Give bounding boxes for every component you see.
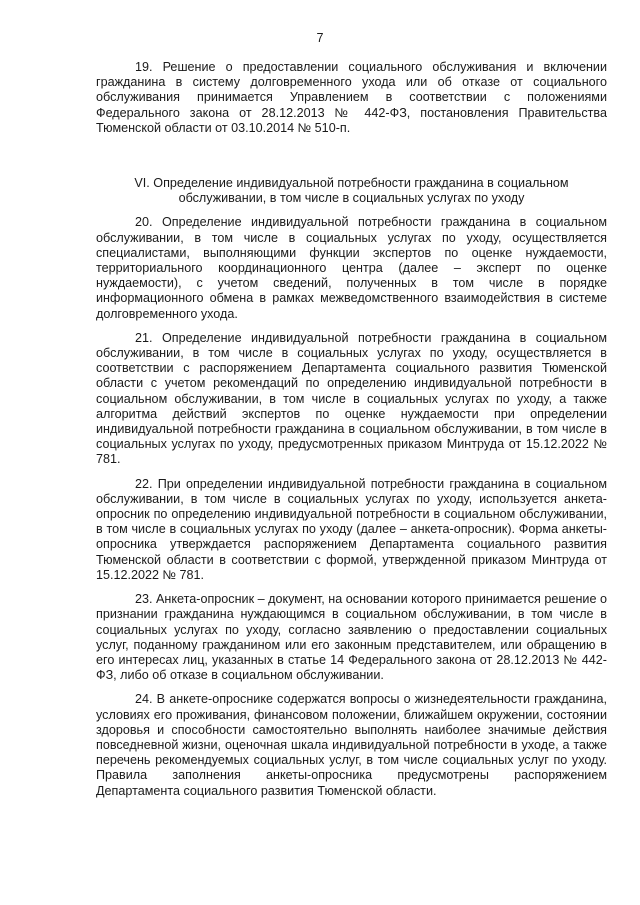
section-heading-line-1: VI. Определение индивидуальной потребности гражданина в социальном — [134, 176, 569, 191]
paragraph-20: 20. Определение индивидуальной потребности гражданина в социальном обслуживании, в том числе в социальных услугах по уходу, осуществляется специалистами, выполняющими функции экспертов по оценке нуждаемости, территориального координационного центра (далее – эксперт по оценке нуждаемости), с учетом сведений, полученных в том числе в порядке информационного обмена в рамках межведомственного взаимодействия в системе долговременного ухода. — [96, 215, 607, 321]
paragraph-23: 23. Анкета-опросник – документ, на основании которого принимается решение о признании гражданина нуждающимся в социальном обслуживании, в том числе в социальных услугах по уходу, согласно заявлению о предоставлении социальных услуг, поданному гражданином или его законным представителем, или обращению в его интересах лиц, указанных в статье 14 Федерального закона от 28.12.2013 № 442-ФЗ, либо об отказе в социальном обслуживании. — [96, 592, 607, 683]
section-heading — [96, 176, 607, 206]
page-number: 7 — [316, 31, 324, 45]
paragraph-21: 21. Определение индивидуальной потребности гражданина в социальном обслуживании, в том числе в социальных услугах по уходу, осуществляется в соответствии с распоряжением Департамента социального развития Тюменской области с учетом рекомендаций по определению индивидуальной потребности в социальном обслуживании, в том числе в социальных услугах по уходу, а также алгоритма действий экспертов по оценке нуждаемости при определении индивидуальной потребности гражданина в социальном обслуживании, в том числе в социальных услугах по уходу, предусмотренных приказом Минтруда от 15.12.2022 № 781. — [96, 330, 607, 467]
paragraph-19: 19. Решение о предоставлении социального обслуживания и включении гражданина в систему долговременного ухода или об отказе от социального обслуживания принимается Управлением в соответствии с положениями Федерального закона от 28.12.2013 № 442-ФЗ, постановления Правительства Тюменской области от 03.10.2014 № 510-п. — [96, 60, 607, 135]
paragraph-22: 22. При определении индивидуальной потребности гражданина в социальном обслуживании, в том числе в социальных услугах по уходу, используется анкета-опросник по определению индивидуальной потребности в социальном обслуживании, в том числе в социальных услугах по уходу (далее – анкета-опросник). Форма анкеты-опросника утверждается распоряжением Департамента социального развития Тюменской области в соответствии с формой, утвержденной приказом Минтруда от 15.12.2022 № 781. — [96, 476, 607, 582]
section-heading-line-2: обслуживании, в том числе в социальных услугах по уходу — [178, 191, 525, 206]
paragraph-24: 24. В анкете-опроснике содержатся вопросы о жизнедеятельности гражданина, условиях его проживания, финансовом положении, ближайшем окружении, состоянии здоровья и способности самостоятельно выполнять наиболее значимые действия повседневной жизни, оценочная шкала индивидуальной потребности в уходе, а также перечень рекомендуемых социальных услуг, в том числе социальных услуг по уходу. Правила заполнения анкеты-опросника предусмотрены распоряжением Департамента социального развития Тюменской области. — [96, 692, 607, 798]
document-body — [96, 60, 607, 799]
